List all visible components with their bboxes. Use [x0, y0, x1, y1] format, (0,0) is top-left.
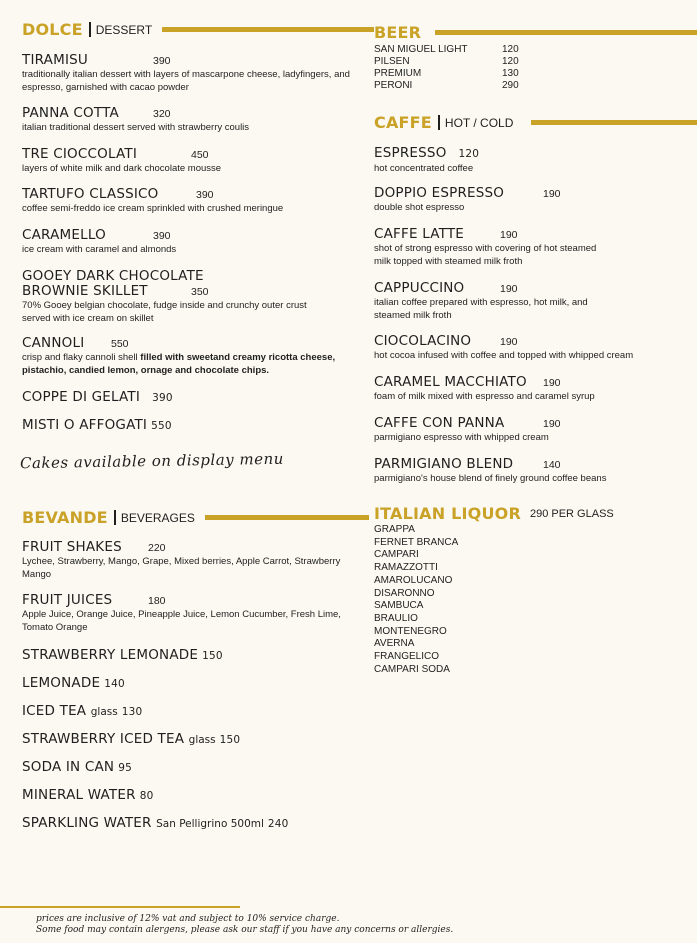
footer-divider [0, 906, 240, 908]
item-name [22, 390, 173, 406]
menu-item-ciocolacino [374, 334, 674, 363]
item-name-line1: GOOEY DARK CHOCOLATE [22, 268, 204, 284]
menu-item-lemonade [22, 676, 125, 692]
footer-line-1: prices are inclusive of 12% vat and subject to 10% service charge. [36, 914, 340, 924]
item-name: CARAMEL MACCHIATO [374, 374, 527, 390]
item-note: San Pelligrino 500ml [156, 818, 264, 830]
item-description: hot cocoa infused with coffee and topped with whipped cream [374, 350, 634, 361]
item-name [22, 704, 142, 720]
item-name-text: SPARKLING WATER [22, 815, 152, 831]
menu-item-caffe-con-panna [374, 416, 674, 445]
menu-item-gooey-brownie [22, 269, 322, 325]
item-description: double shot espresso [374, 202, 465, 213]
list-item [374, 44, 519, 56]
item-price: 190 [543, 418, 561, 430]
item-description: parmigiano espresso with whipped cream [374, 432, 549, 443]
item-price: 240 [267, 818, 289, 830]
item-description: Lychee, Strawberry, Mango, Grape, Mixed berries, Apple Carrot, Strawberry Mango [22, 556, 341, 580]
item-name-text: STRAWBERRY ICED TEA [22, 731, 185, 747]
item-name: CAFFE LATTE [374, 226, 465, 242]
menu-item-tiramisu [22, 53, 352, 94]
menu-item-caramel-macchiato [374, 375, 674, 404]
item-description: shot of strong espresso with covering of hot steamed milk topped with steamed milk froth [374, 243, 597, 267]
item-name [374, 146, 674, 162]
liquor-section-header [374, 504, 614, 523]
list-item: BRAULIO [374, 612, 418, 624]
desc-plain: crisp and flaky cannoli shell [22, 352, 138, 363]
item-name-text: STRAWBERRY LEMONADE [22, 647, 199, 663]
item-name [22, 760, 132, 776]
list-item: AVERNA [374, 638, 415, 650]
bevande-section-header [22, 508, 369, 527]
item-price: 550 [151, 420, 172, 432]
bevande-subtitle: BEVERAGES [120, 510, 195, 525]
item-description: layers of white milk and dark chocolate mousse [22, 163, 222, 174]
item-name-text: MISTI O AFFOGATI [22, 417, 148, 433]
list-item: CAMPARI [374, 549, 419, 561]
caffe-title: CAFFE [374, 113, 432, 132]
item-price: 220 [148, 542, 166, 554]
item-name: PARMIGIANO BLEND [374, 456, 514, 472]
menu-item-coppe-di-gelati [22, 390, 173, 406]
item-name [22, 816, 289, 832]
item-name: PANNA COTTA [22, 105, 119, 121]
list-item: AMAROLUCANO [374, 574, 453, 586]
menu-item-soda-in-can [22, 760, 132, 776]
beer-name: PILSEN [374, 56, 410, 67]
list-item: FRANGELICO [374, 651, 440, 663]
item-description: italian traditional dessert served with strawberry coulis [22, 122, 250, 133]
item-price: 450 [191, 149, 209, 161]
item-name: CIOCOLACINO [374, 333, 472, 349]
item-name: TRE CIOCCOLATI [22, 146, 138, 162]
menu-item-fruit-shakes [22, 540, 347, 581]
item-price: 150 [219, 734, 241, 746]
item-price: 190 [500, 229, 518, 241]
item-description: italian coffee prepared with espresso, hot milk, and steamed milk froth [374, 297, 588, 321]
item-description: traditionally italian dessert with layers of mascarpone cheese, ladyfingers, and espresso, garnished with cacao powder [22, 69, 350, 93]
item-price: 190 [543, 188, 561, 200]
item-name: TARTUFO CLASSICO [22, 186, 159, 202]
item-name: CANNOLI [22, 335, 85, 351]
footer-note [36, 914, 453, 936]
item-price: 180 [148, 595, 166, 607]
section-bar [205, 515, 369, 520]
liquor-price-note: 290 PER GLASS [529, 507, 614, 520]
menu-item-espresso [374, 146, 674, 176]
section-bar [162, 27, 374, 32]
item-name: CAFFE CON PANNA [374, 415, 505, 431]
menu-item-mineral-water [22, 788, 153, 804]
item-price: 350 [191, 286, 209, 298]
menu-item-caramello [22, 228, 352, 257]
item-name [22, 788, 153, 804]
beer-name: SAN MIGUEL LIGHT [374, 44, 468, 55]
cakes-note: Cakes available on display menu [19, 449, 284, 473]
item-price: 190 [500, 336, 518, 348]
item-description: hot concentrated coffee [374, 163, 474, 174]
menu-item-tre-cioccolati [22, 147, 352, 176]
item-name [22, 648, 223, 664]
dolce-title: DOLCE [22, 20, 83, 39]
list-item: MONTENEGRO [374, 625, 447, 637]
menu-item-panna-cotta [22, 106, 352, 135]
list-item: SAMBUCA [374, 600, 424, 612]
section-bar [435, 30, 697, 35]
item-note: glass [188, 734, 216, 746]
list-item [374, 68, 519, 80]
divider [438, 115, 440, 130]
item-description: Apple Juice, Orange Juice, Pineapple Juice, Lemon Cucumber, Fresh Lime, Tomato Orange [22, 609, 341, 633]
menu-item-tartufo-classico [22, 187, 352, 216]
list-item [374, 80, 519, 92]
menu-item-doppio-espresso [374, 186, 674, 215]
item-description: coffee semi-freddo ice cream sprinkled with crushed meringue [22, 203, 284, 214]
item-description: ice cream with caramel and almonds [22, 244, 177, 255]
item-name: DOPPIO ESPRESSO [374, 185, 505, 201]
menu-item-cappuccino [374, 281, 599, 322]
item-description: parmigiano's house blend of finely ground coffee beans [374, 473, 607, 484]
list-item: DISARONNO [374, 587, 435, 599]
item-name: CAPPUCCINO [374, 280, 465, 296]
beer-section-header [374, 23, 697, 42]
menu-item-caffe-latte [374, 227, 614, 268]
list-item [374, 56, 519, 68]
item-name-text: COPPE DI GELATI [22, 389, 141, 405]
item-price: 390 [153, 230, 171, 242]
item-price: 140 [543, 459, 561, 471]
item-price: 390 [153, 55, 171, 67]
item-description: 70% Gooey belgian chocolate, fudge inside and crunchy outer crust served with ice cream on skillet [22, 300, 307, 324]
beer-title: BEER [374, 23, 422, 42]
beer-price: 290 [502, 80, 519, 91]
footer-line-2: Some food may contain alergens, please ask our staff if you have any concerns or allergies. [36, 925, 454, 935]
item-price: 130 [121, 706, 143, 718]
item-name-text: LEMONADE [22, 675, 101, 691]
menu-item-strawberry-lemonade [22, 648, 223, 664]
dolce-subtitle: DESSERT [95, 22, 153, 37]
menu-item-iced-tea [22, 704, 142, 720]
menu-item-parmigiano-blend [374, 457, 674, 486]
menu-item-fruit-juices [22, 593, 347, 634]
item-price: 390 [152, 392, 173, 404]
item-description: foam of milk mixed with espresso and caramel syrup [374, 391, 595, 402]
beer-price: 130 [502, 68, 519, 79]
item-name [22, 418, 172, 434]
list-item: FERNET BRANCA [374, 536, 459, 548]
item-name-line2: BROWNIE SKILLET [22, 283, 148, 299]
item-name [22, 676, 125, 692]
item-price: 150 [202, 650, 223, 662]
item-name: FRUIT SHAKES [22, 539, 122, 555]
menu-item-cannoli [22, 336, 347, 377]
divider [114, 510, 116, 525]
item-price: 80 [139, 790, 154, 802]
list-item: RAMAZZOTTI [374, 562, 438, 574]
desc-bold: filled with sweetand creamy ricotta cheese, pistachio, candied lemon, ornage and chocolate chips. [22, 352, 336, 376]
caffe-section-header [374, 113, 697, 132]
item-name: TIRAMISU [22, 52, 88, 68]
item-price: 190 [500, 283, 518, 295]
item-name-text: ICED TEA [22, 703, 87, 719]
liquor-list [374, 524, 458, 676]
beer-price: 120 [502, 56, 519, 67]
item-name: CARAMELLO [22, 227, 106, 243]
menu-item-strawberry-iced-tea [22, 732, 240, 748]
item-note: glass [90, 706, 118, 718]
item-price: 140 [104, 678, 125, 690]
item-price: 95 [118, 762, 132, 774]
list-item: CAMPARI SODA [374, 663, 450, 675]
item-name: FRUIT JUICES [22, 592, 113, 608]
menu-item-misti-o-affogati [22, 418, 172, 434]
beer-price: 120 [502, 44, 519, 55]
liquor-title: ITALIAN LIQUOR [374, 504, 521, 523]
item-name-text: SODA IN CAN [22, 759, 115, 775]
item-price: 120 [458, 148, 480, 160]
bevande-title: BEVANDE [22, 508, 108, 527]
item-price: 550 [111, 338, 129, 350]
item-price: 190 [543, 377, 561, 389]
item-price: 390 [196, 189, 214, 201]
menu-item-sparkling-water [22, 816, 289, 832]
beer-list [374, 44, 519, 92]
item-name [22, 732, 240, 748]
caffe-subtitle: HOT / COLD [444, 115, 514, 130]
list-item: GRAPPA [374, 524, 415, 535]
item-name-text: MINERAL WATER [22, 787, 136, 803]
section-bar [531, 120, 697, 125]
item-name-text: ESPRESSO [374, 145, 447, 161]
beer-name: PREMIUM [374, 68, 422, 79]
dolce-section-header [22, 20, 374, 39]
divider [89, 22, 91, 37]
beer-name: PERONI [374, 80, 413, 91]
item-price: 320 [153, 108, 171, 120]
item-description [22, 352, 347, 377]
